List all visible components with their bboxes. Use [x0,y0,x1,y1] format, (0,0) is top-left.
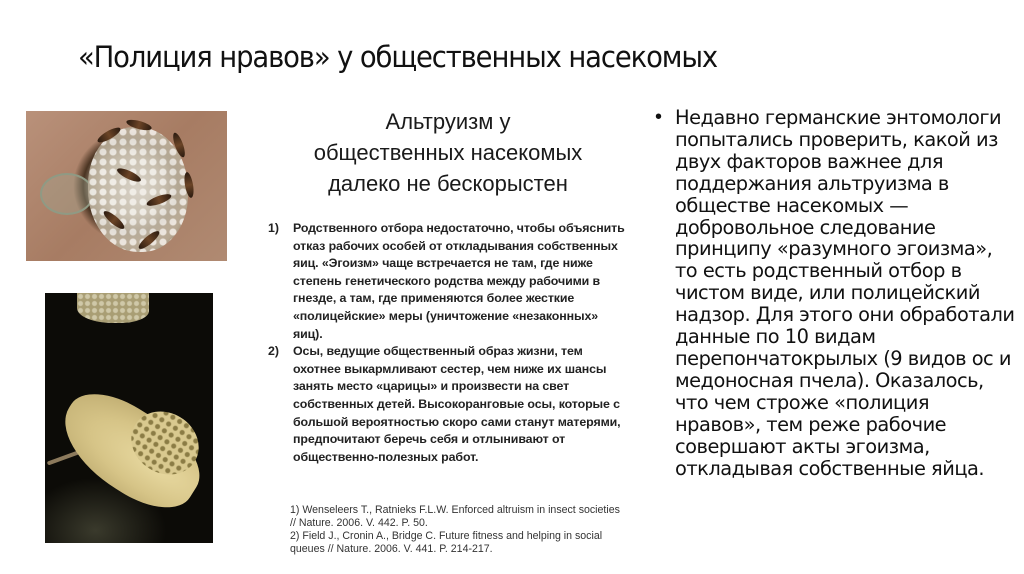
scanned-text-panel [262,96,634,566]
nest-cells [88,127,188,252]
scan-heading [262,106,634,199]
scan-numbered-list [268,220,628,466]
upper-comb [77,293,149,323]
scan-heading-line: общественных насекомых [313,140,583,165]
item-text: Осы, ведущие общественный образ жизни, тем охотнее выкармливают сестер, чем ниже их шансы занять место «царицы» и произвести на свет собственных детей. Высокоранговые осы, которые с большой вероятностью скоро сами станут матерями, предпочитают беречь себя и отлынивают от общественно-полезных работ. [293,344,621,464]
scan-heading-line: далеко не бескорыстен [328,171,568,196]
wasp-nest-photo [26,111,227,261]
bullet-text: Недавно германские энтомологи попытались проверить, какой из двух факторов важнее для поддержания альтруизма в обществе насекомых — добровольное следование принципу «разумного эгоизма», то есть родственный отбор в чистом виде, или полицейский надзор. Для этого они обработали данные по 10 видам перепончатокрылых (9 видов ос и медоносная пчела). Оказалось, что чем строже «полиция нравов», тем реже рабочие совершают акты эгоизма, откладывая собственные яйца. [675,106,1015,480]
scan-list-item [268,343,628,466]
slide-title: «Полиция нравов» у общественных насекомых [78,40,717,74]
bullet-icon: • [655,106,663,128]
reference-item: 2) Field J., Cronin A., Bridge C. Future fitness and helping in social queues // Nature. 2006. V. 441. P. 214-217. [290,530,603,555]
nest-attachment-ring [40,173,94,215]
item-text: Родственного отбора недостаточно, чтобы объяснить отказ рабочих особей от откладывания собственных яиц. «Эгоизм» чаще встречается не там, где ниже степень генетического родства между рабочими в гнезде, а там, где применяются более жесткие «полицейские» меры (уничтожение «незаконных» яиц). [293,221,625,341]
references [290,504,620,556]
scan-heading-line: Альтруизм у [385,109,511,134]
scan-list-item [268,220,628,343]
honeycomb-tube-photo [45,293,213,543]
item-number: 1) [268,221,280,235]
reference-item: 1) Wenseleers T., Ratnieks F.L.W. Enforced altruism in insect societies // Nature. 2006. V. 442. P. 50. [290,504,620,529]
item-number: 2) [268,344,280,359]
